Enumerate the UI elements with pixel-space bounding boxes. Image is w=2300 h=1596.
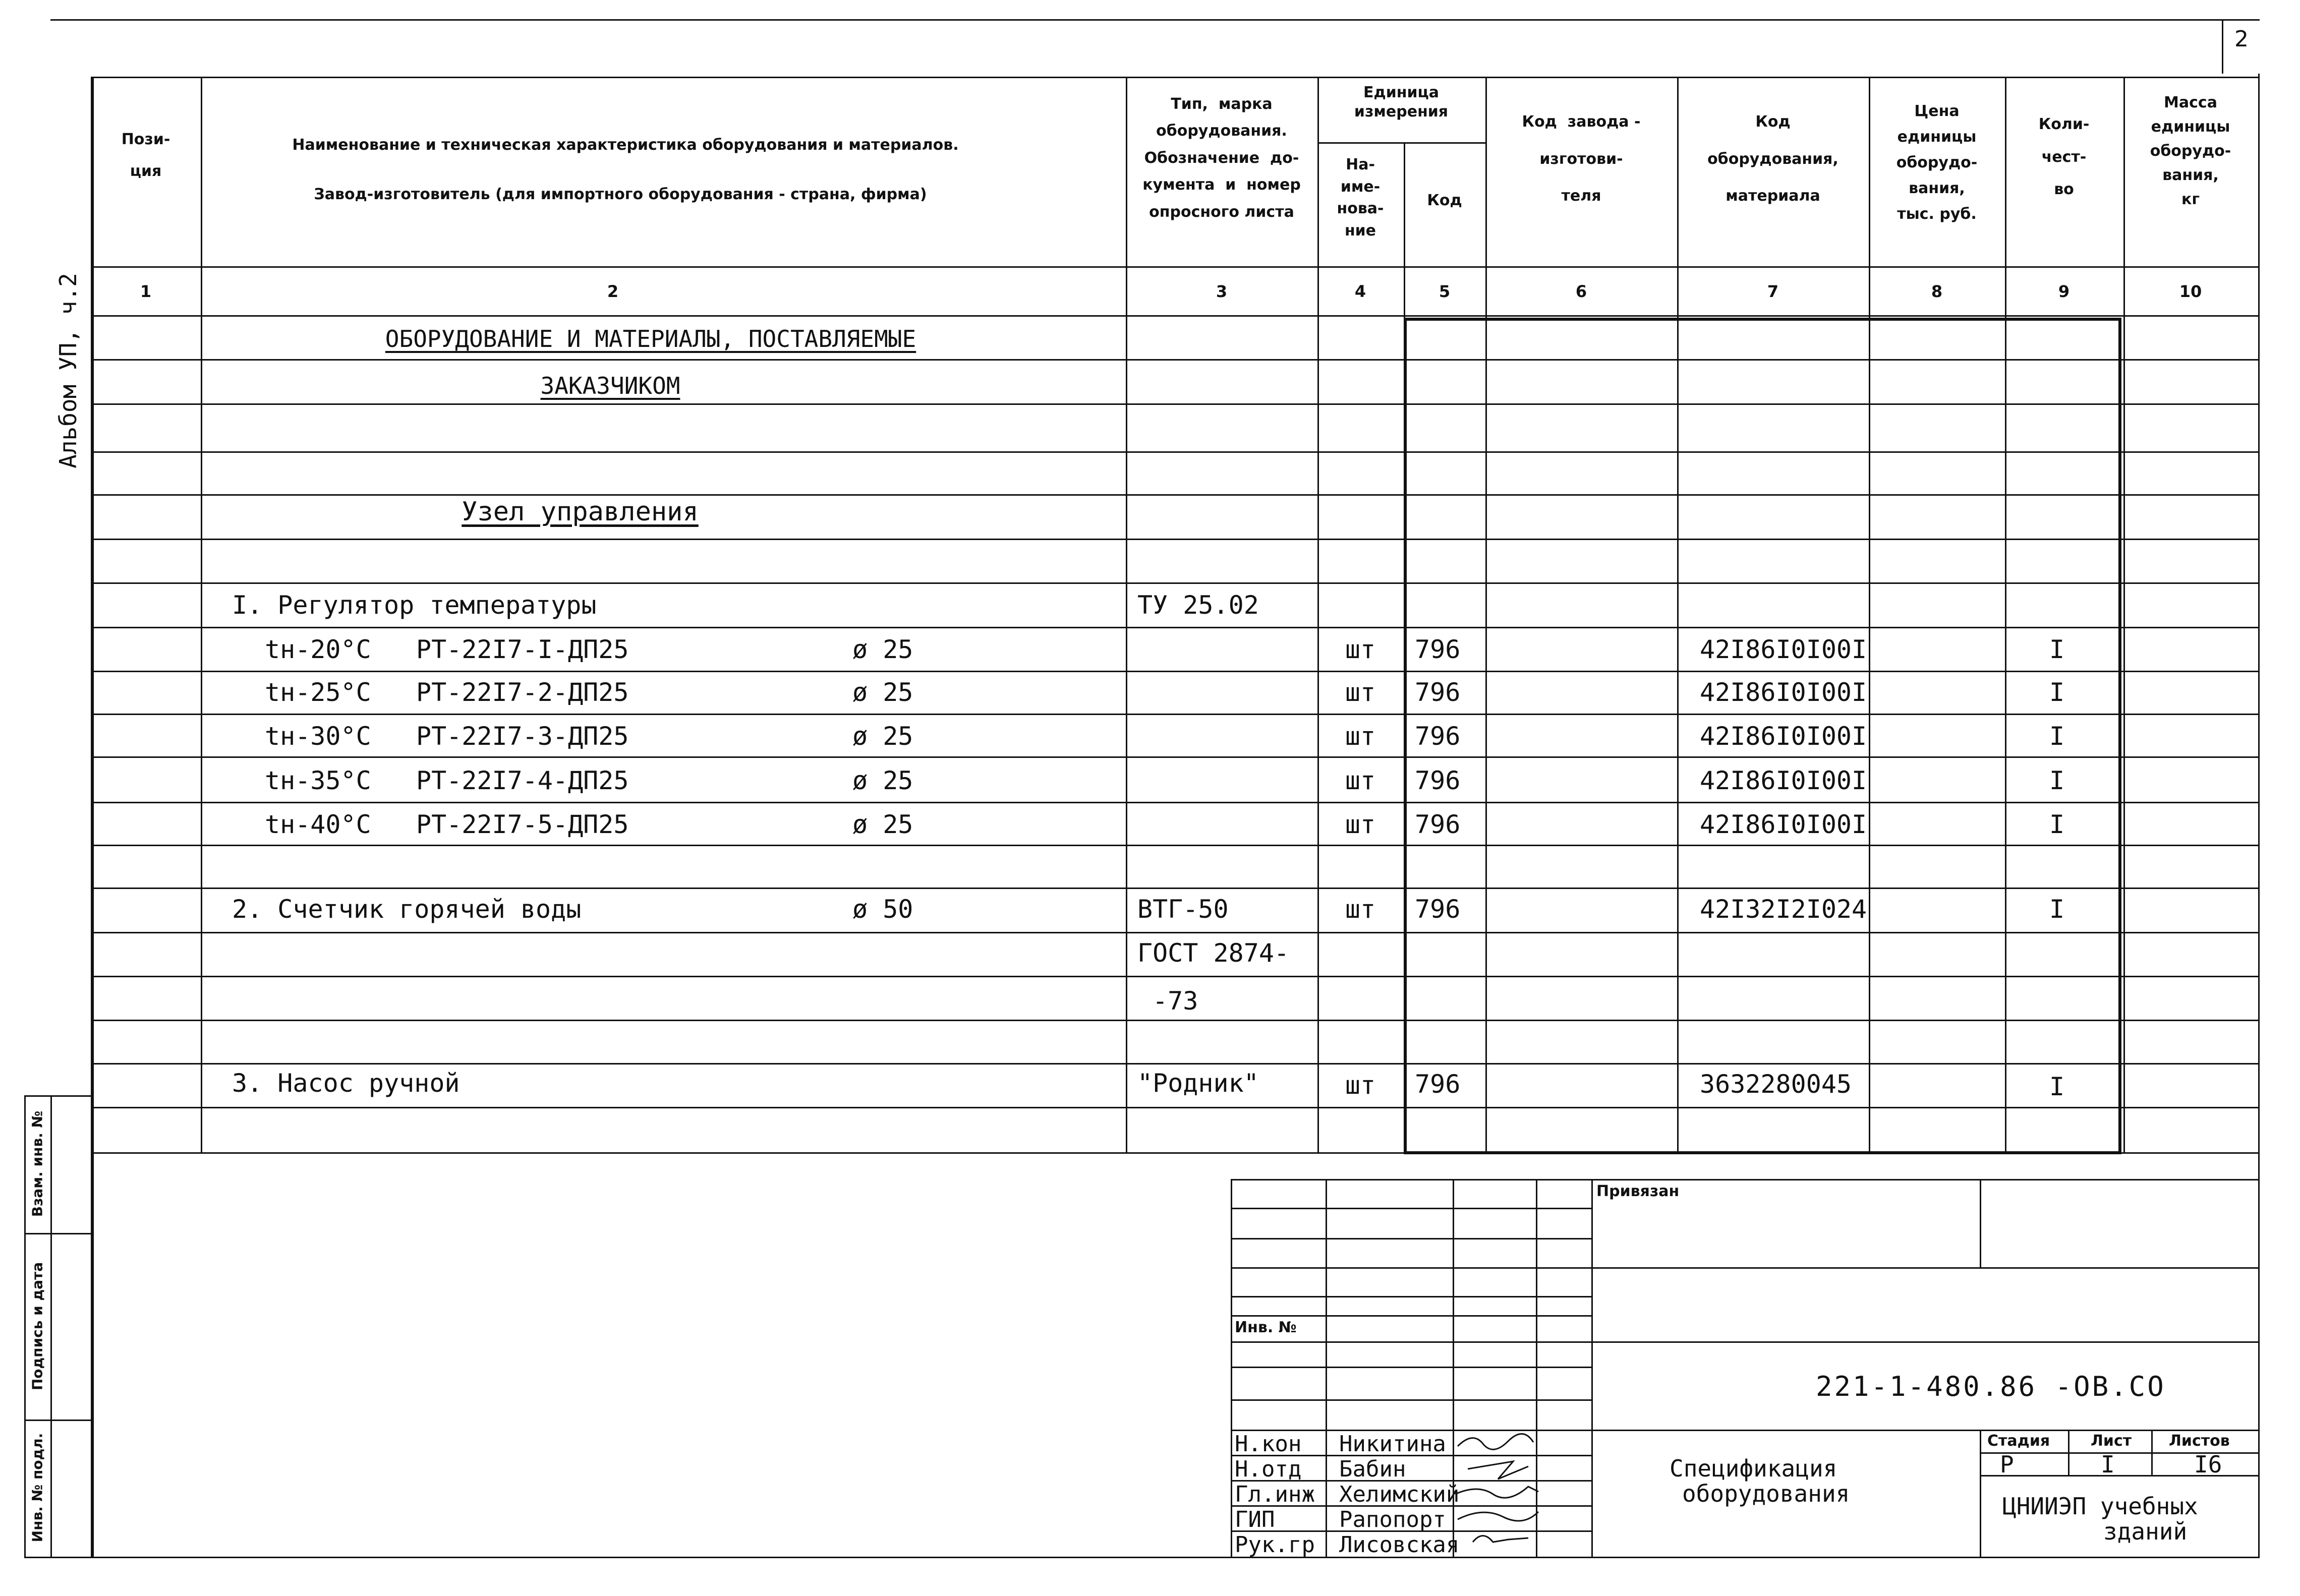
variant-material: 42I86I0I00I [1700, 766, 1867, 795]
row-line [91, 845, 2260, 846]
stamp-left-edge [24, 1095, 26, 1557]
header-bottom [91, 266, 2260, 268]
variant-unit: шт [1345, 678, 1376, 707]
row-line [91, 976, 2260, 977]
role-name: Лисовская [1339, 1532, 1460, 1558]
role-label: Н.кон [1235, 1431, 1302, 1457]
sheets-label: Листов [2169, 1432, 2230, 1450]
header-mass: Масса единицы оборудо- вания, кг [2150, 94, 2231, 208]
item1-name: I. Регулятор температуры [232, 590, 597, 620]
role-name: Хелимский [1339, 1482, 1460, 1507]
item1-doc: ТУ 25.02 [1137, 590, 1259, 620]
item3-unit: шт [1345, 1071, 1376, 1100]
variant-code: 796 [1415, 766, 1461, 795]
tb-col-g [1980, 1430, 1981, 1557]
stage-label: Стадия [1987, 1432, 2050, 1450]
col-line-8 [1869, 77, 1870, 1153]
header-unit: Единица измерения [1354, 84, 1449, 121]
variant-code: 796 [1415, 722, 1461, 751]
variant-dia: ø 25 [852, 810, 913, 839]
row-line [91, 451, 2260, 453]
role-name: Бабин [1339, 1456, 1406, 1482]
variant-qty: I [2049, 635, 2065, 664]
sheet-value: I [2101, 1451, 2115, 1478]
variant-material: 42I86I0I00I [1700, 635, 1867, 664]
header-name-line2: Завод-изготовитель (для импортного оборудования - страна, фирма) [314, 186, 927, 203]
tb-col-e [1591, 1179, 1593, 1557]
item3-doc: "Родник" [1137, 1069, 1259, 1098]
header-material-code: Код оборудования, материала [1707, 113, 1838, 205]
document-title-line1: Спецификация [1670, 1455, 1837, 1482]
colnum-bottom [91, 315, 2260, 317]
item3-code: 796 [1415, 1070, 1461, 1099]
row-line [91, 888, 2260, 889]
col-number: 7 [1767, 282, 1779, 301]
item2-doc2: ГОСТ 2874- [1137, 938, 1290, 968]
tb-row [1231, 1399, 1591, 1401]
variant-model: РТ-22I7-4-ДП25 [416, 766, 629, 795]
item2-dia: ø 50 [852, 895, 913, 924]
row-line [91, 932, 2260, 933]
tb-row [1231, 1315, 1591, 1317]
variant-qty: I [2049, 766, 2065, 795]
stamp-inv-podl: Инв. № подл. [29, 1433, 46, 1543]
header-price: Цена единицы оборудо- вания, тыс. руб. [1896, 102, 1978, 223]
col-number: 4 [1354, 282, 1366, 301]
col-line-3 [1126, 77, 1127, 1153]
variant-qty: I [2049, 678, 2065, 707]
variant-dia: ø 25 [852, 635, 913, 664]
bold-box-right [2118, 318, 2121, 1152]
header-type: Тип, марка оборудования. Обозначение до- кумента и номер опросного листа [1142, 95, 1301, 221]
row-line [91, 714, 2260, 715]
variant-model: РТ-22I7-2-ДП25 [416, 678, 629, 707]
header-factory-code: Код завода - изготови- теля [1522, 113, 1641, 205]
tb-row [1231, 1367, 1591, 1368]
stamp-row [24, 1095, 91, 1097]
row-line [91, 494, 2260, 496]
header-name-line1: Наименование и техническая характеристика оборудования и материалов. [292, 136, 959, 154]
item3-name: 3. Насос ручной [232, 1069, 460, 1098]
organization-line2: зданий [2103, 1518, 2188, 1545]
stamp-row [24, 1233, 91, 1234]
variant-qty: I [2049, 810, 2065, 839]
variant-qty: I [2049, 722, 2065, 751]
variant-model: РТ-22I7-3-ДП25 [416, 722, 629, 751]
variant-unit: шт [1345, 810, 1376, 839]
document-number: 221-1-480.86 -ОВ.СО [1816, 1371, 2166, 1402]
variant-temp: tн-30°С [265, 722, 371, 751]
col-number: 3 [1216, 282, 1228, 301]
bold-box-left [1404, 318, 1407, 1152]
signature-marks [1453, 1431, 1554, 1557]
tb-row [1231, 1238, 1591, 1239]
row-line [91, 359, 2260, 361]
bold-box-top [1404, 318, 2121, 321]
item2-code: 796 [1415, 895, 1461, 924]
subsection-title: Узел управления [462, 497, 699, 527]
col-number: 1 [140, 282, 152, 301]
section-title-line1: ОБОРУДОВАНИЕ И МАТЕРИАЛЫ, ПОСТАВЛЯЕМЫЕ [385, 325, 916, 352]
tb-row [1231, 1341, 2258, 1343]
variant-dia: ø 25 [852, 766, 913, 795]
variant-material: 42I86I0I00I [1700, 810, 1867, 839]
stamp-vzam-inv: Взам. инв. № [29, 1110, 46, 1217]
tb-row [1231, 1267, 2258, 1269]
sheets-value: I6 [2194, 1451, 2222, 1478]
col-line-7 [1677, 77, 1679, 1153]
header-quantity: Коли- чест- во [2038, 115, 2090, 198]
variant-material: 42I86I0I00I [1700, 722, 1867, 751]
col-line-2 [201, 77, 202, 1153]
role-label: ГИП [1235, 1507, 1275, 1532]
inv-number-label: Инв. № [1235, 1319, 1297, 1336]
role-label: Рук.гр [1235, 1532, 1315, 1558]
col-number: 10 [2179, 282, 2202, 301]
role-label: Гл.инж [1235, 1482, 1315, 1507]
organization-line1: ЦНИИЭП учебных [2002, 1493, 2198, 1520]
row-line [91, 627, 2260, 628]
col-line-9 [2005, 77, 2006, 1153]
stamp-row [24, 1557, 91, 1558]
item2-material: 42I32I2I024 [1700, 895, 1867, 924]
stamp-mid [50, 1095, 52, 1557]
col-number: 8 [1931, 282, 1943, 301]
item2-qty: I [2049, 895, 2065, 924]
variant-dia: ø 25 [852, 722, 913, 751]
variant-model: РТ-22I7-5-ДП25 [416, 810, 629, 839]
item3-material: 3632280045 [1700, 1070, 1852, 1099]
col-number: 2 [607, 282, 619, 301]
row-line [91, 582, 2260, 584]
title-block-bottom [91, 1557, 2260, 1558]
tb-col-f [1980, 1179, 1981, 1267]
stamp-podpis-data: Подпись и дата [29, 1262, 46, 1391]
variant-temp: tн-25°С [265, 678, 371, 707]
col-line-6 [1485, 77, 1487, 1153]
variant-dia: ø 25 [852, 678, 913, 707]
variant-code: 796 [1415, 810, 1461, 839]
row-line [91, 671, 2260, 672]
item2-unit: шт [1345, 895, 1376, 924]
header-unit-code: Код [1427, 192, 1462, 209]
title-block-top [1231, 1179, 2258, 1180]
sheet-label: Лист [2091, 1432, 2132, 1450]
col-number: 6 [1575, 282, 1587, 301]
variant-unit: шт [1345, 766, 1376, 795]
tb-row [1231, 1208, 1591, 1209]
item2-doc1: ВТГ-50 [1137, 895, 1229, 924]
sheet-corner-number: 2 [2234, 26, 2249, 52]
table-right-border [2258, 74, 2260, 1557]
variant-unit: шт [1345, 722, 1376, 751]
variant-material: 42I86I0I00I [1700, 678, 1867, 707]
item3-qty: I [2049, 1072, 2065, 1101]
variant-model: РТ-22I7-I-ДП25 [416, 635, 629, 664]
section-title-line2: ЗАКАЗЧИКОМ [540, 372, 680, 399]
row-line [91, 1063, 2260, 1065]
privyazan-label: Привязан [1596, 1183, 1680, 1200]
row-line [91, 403, 2260, 405]
tb-row [1231, 1296, 1591, 1297]
row-line [91, 756, 2260, 758]
variant-code: 796 [1415, 678, 1461, 707]
role-label: Н.отд [1235, 1456, 1302, 1482]
top-rule [50, 19, 2260, 21]
row-line [91, 802, 2260, 803]
role-name: Рапопорт [1339, 1507, 1446, 1532]
album-side-label: Альбом УП, ч.2 [54, 273, 82, 468]
header-position: Пози- ция [121, 131, 170, 180]
variant-code: 796 [1415, 635, 1461, 664]
stage-value: Р [2000, 1451, 2014, 1478]
item2-doc3: -73 [1153, 986, 1198, 1016]
stamp-row [24, 1420, 91, 1421]
corner-box-left [2222, 19, 2223, 74]
unit-header-split [1317, 142, 1485, 144]
variant-unit: шт [1345, 635, 1376, 664]
item2-name: 2. Счетчик горячей воды [232, 895, 582, 924]
header-unit-name: На- име- нова- ние [1337, 156, 1384, 240]
col-number: 5 [1439, 282, 1451, 301]
col-line-4 [1317, 77, 1319, 1153]
variant-temp: tн-20°С [265, 635, 371, 664]
document-title-line2: оборудования [1682, 1480, 1850, 1507]
table-top-border [91, 77, 2260, 78]
col-number: 9 [2058, 282, 2070, 301]
row-line [91, 1152, 2260, 1154]
col-line-10 [2123, 77, 2125, 1153]
variant-temp: tн-35°С [265, 766, 371, 795]
row-line [91, 1020, 2260, 1021]
row-line [91, 1107, 2260, 1108]
role-name: Никитина [1339, 1431, 1446, 1457]
table-left-border [91, 77, 94, 1557]
row-line [91, 539, 2260, 540]
variant-temp: tн-40°С [265, 810, 371, 839]
